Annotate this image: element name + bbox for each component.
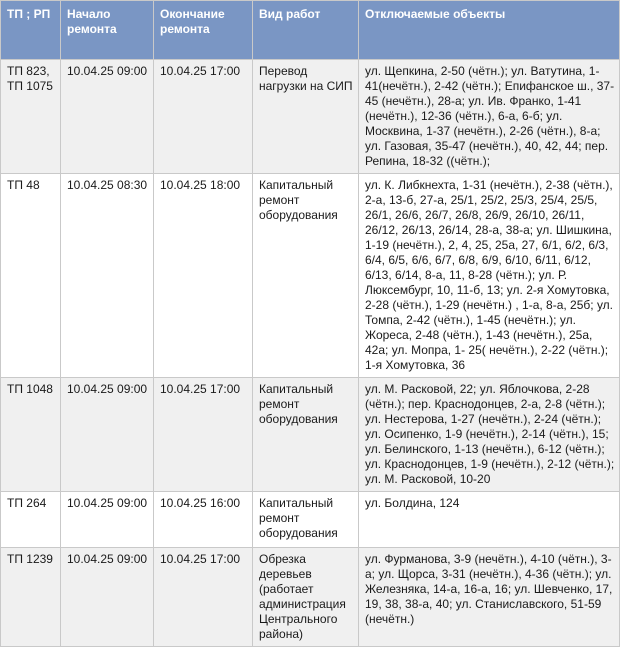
cell-tp: ТП 264 [1, 492, 61, 548]
cell-start: 10.04.25 08:30 [61, 174, 154, 378]
cell-end: 10.04.25 18:00 [154, 174, 253, 378]
cell-work: Капитальный ремонт оборудования [253, 174, 359, 378]
cell-work: Капитальный ремонт оборудования [253, 378, 359, 492]
table-row [1, 492, 620, 548]
table-row [1, 60, 620, 174]
cell-work: Перевод нагрузки на СИП [253, 60, 359, 174]
cell-end: 10.04.25 16:00 [154, 492, 253, 548]
cell-tp: ТП 1048 [1, 378, 61, 492]
header-work: Вид работ [253, 1, 359, 60]
cell-work: Капитальный ремонт оборудования [253, 492, 359, 548]
cell-start: 10.04.25 09:00 [61, 548, 154, 647]
cell-tp: ТП 48 [1, 174, 61, 378]
table-row [1, 378, 620, 492]
header-start: Начало ремонта [61, 1, 154, 60]
cell-tp: ТП 823, ТП 1075 [1, 60, 61, 174]
header-tp: ТП ; РП [1, 1, 61, 60]
cell-objects: ул. М. Расковой, 22; ул. Яблочкова, 2-28 (чётн.); пер. Краснодонцев, 2-а, 2-8 (чётн.); ул. Нестерова, 1-27 (нечётн.), 2-24 (чётн.); ул. Осипенко, 1-9 (нечётн.), 2-14 (чётн.), 15; ул. Белинского, 1-13 (нечётн.), 6-12 (чётн.); ул. Краснодонцев, 1-9 (нечётн.), 2-12 (чётн.); ул. М. Расковой, 10-20 [359, 378, 620, 492]
cell-objects: ул. Фурманова, 3-9 (нечётн.), 4-10 (чётн.), 3-а; ул. Щорса, 3-31 (нечётн.), 4-36 (чётн.); ул. Железняка, 14-а, 16-а, 16; ул. Шевченко, 17, 19, 38, 38-а, 40; ул. Станиславского, 51-59 (нечётн.) [359, 548, 620, 647]
cell-end: 10.04.25 17:00 [154, 378, 253, 492]
cell-start: 10.04.25 09:00 [61, 60, 154, 174]
header-row [1, 1, 620, 60]
cell-end: 10.04.25 17:00 [154, 548, 253, 647]
cell-objects: ул. Щепкина, 2-50 (чётн.); ул. Ватутина, 1-41(нечётн.), 2-42 (чётн.); Епифанское ш., 37-45 (нечётн.), 28-а; ул. Ив. Франко, 1-41 (нечётн.), 12-36 (чётн.), 6-а, 6-б; ул. Москвина, 1-37 (нечётн.), 2-26 (чётн.), 8-а; ул. Газовая, 35-47 (нечётн.), 40, 42, 44; пер. Репина, 18-32 ((чётн.); [359, 60, 620, 174]
header-objects: Отключаемые объекты [359, 1, 620, 60]
header-end: Окончание ремонта [154, 1, 253, 60]
cell-start: 10.04.25 09:00 [61, 492, 154, 548]
cell-objects: ул. Болдина, 124 [359, 492, 620, 548]
cell-start: 10.04.25 09:00 [61, 378, 154, 492]
cell-objects: ул. К. Либкнехта, 1-31 (нечётн.), 2-38 (чётн.), 2-а, 13-б, 27-а, 25/1, 25/2, 25/3, 25/4, 25/5, 26/1, 26/6, 26/7, 26/8, 26/9, 26/10, 26/11, 26/12, 26/13, 26/14, 28-а, 38-а; ул. Шишкина, 1-19 (нечётн.), 2, 4, 25, 25а, 27, 6/1, 6/2, 6/3, 6/4, 6/5, 6/6, 6/7, 6/8, 6/9, 6/10, 6/11, 6/12, 6/13, 6/14, 8-а, 11, 8-28 (чётн.); ул. Р. Люксембург, 10, 11-б, 13; ул. 2-я Хомутовка, 2-28 (чётн.), 1-29 (нечётн.) , 1-а, 8-а, 25б; ул. Томпа, 2-42 (чётн.), 1-45 (нечётн.); ул. Жореса, 2-48 (чётн.), 1-43 (нечётн.), 25а, 42а; ул. Мопра, 1- 25( нечётн.), 2-22 (чётн.); 1-я Хомутовка, 36 [359, 174, 620, 378]
cell-tp: ТП 1239 [1, 548, 61, 647]
cell-end: 10.04.25 17:00 [154, 60, 253, 174]
table-row [1, 548, 620, 647]
table-row [1, 174, 620, 378]
cell-work: Обрезка деревьев (работает администрация Центрального района) [253, 548, 359, 647]
